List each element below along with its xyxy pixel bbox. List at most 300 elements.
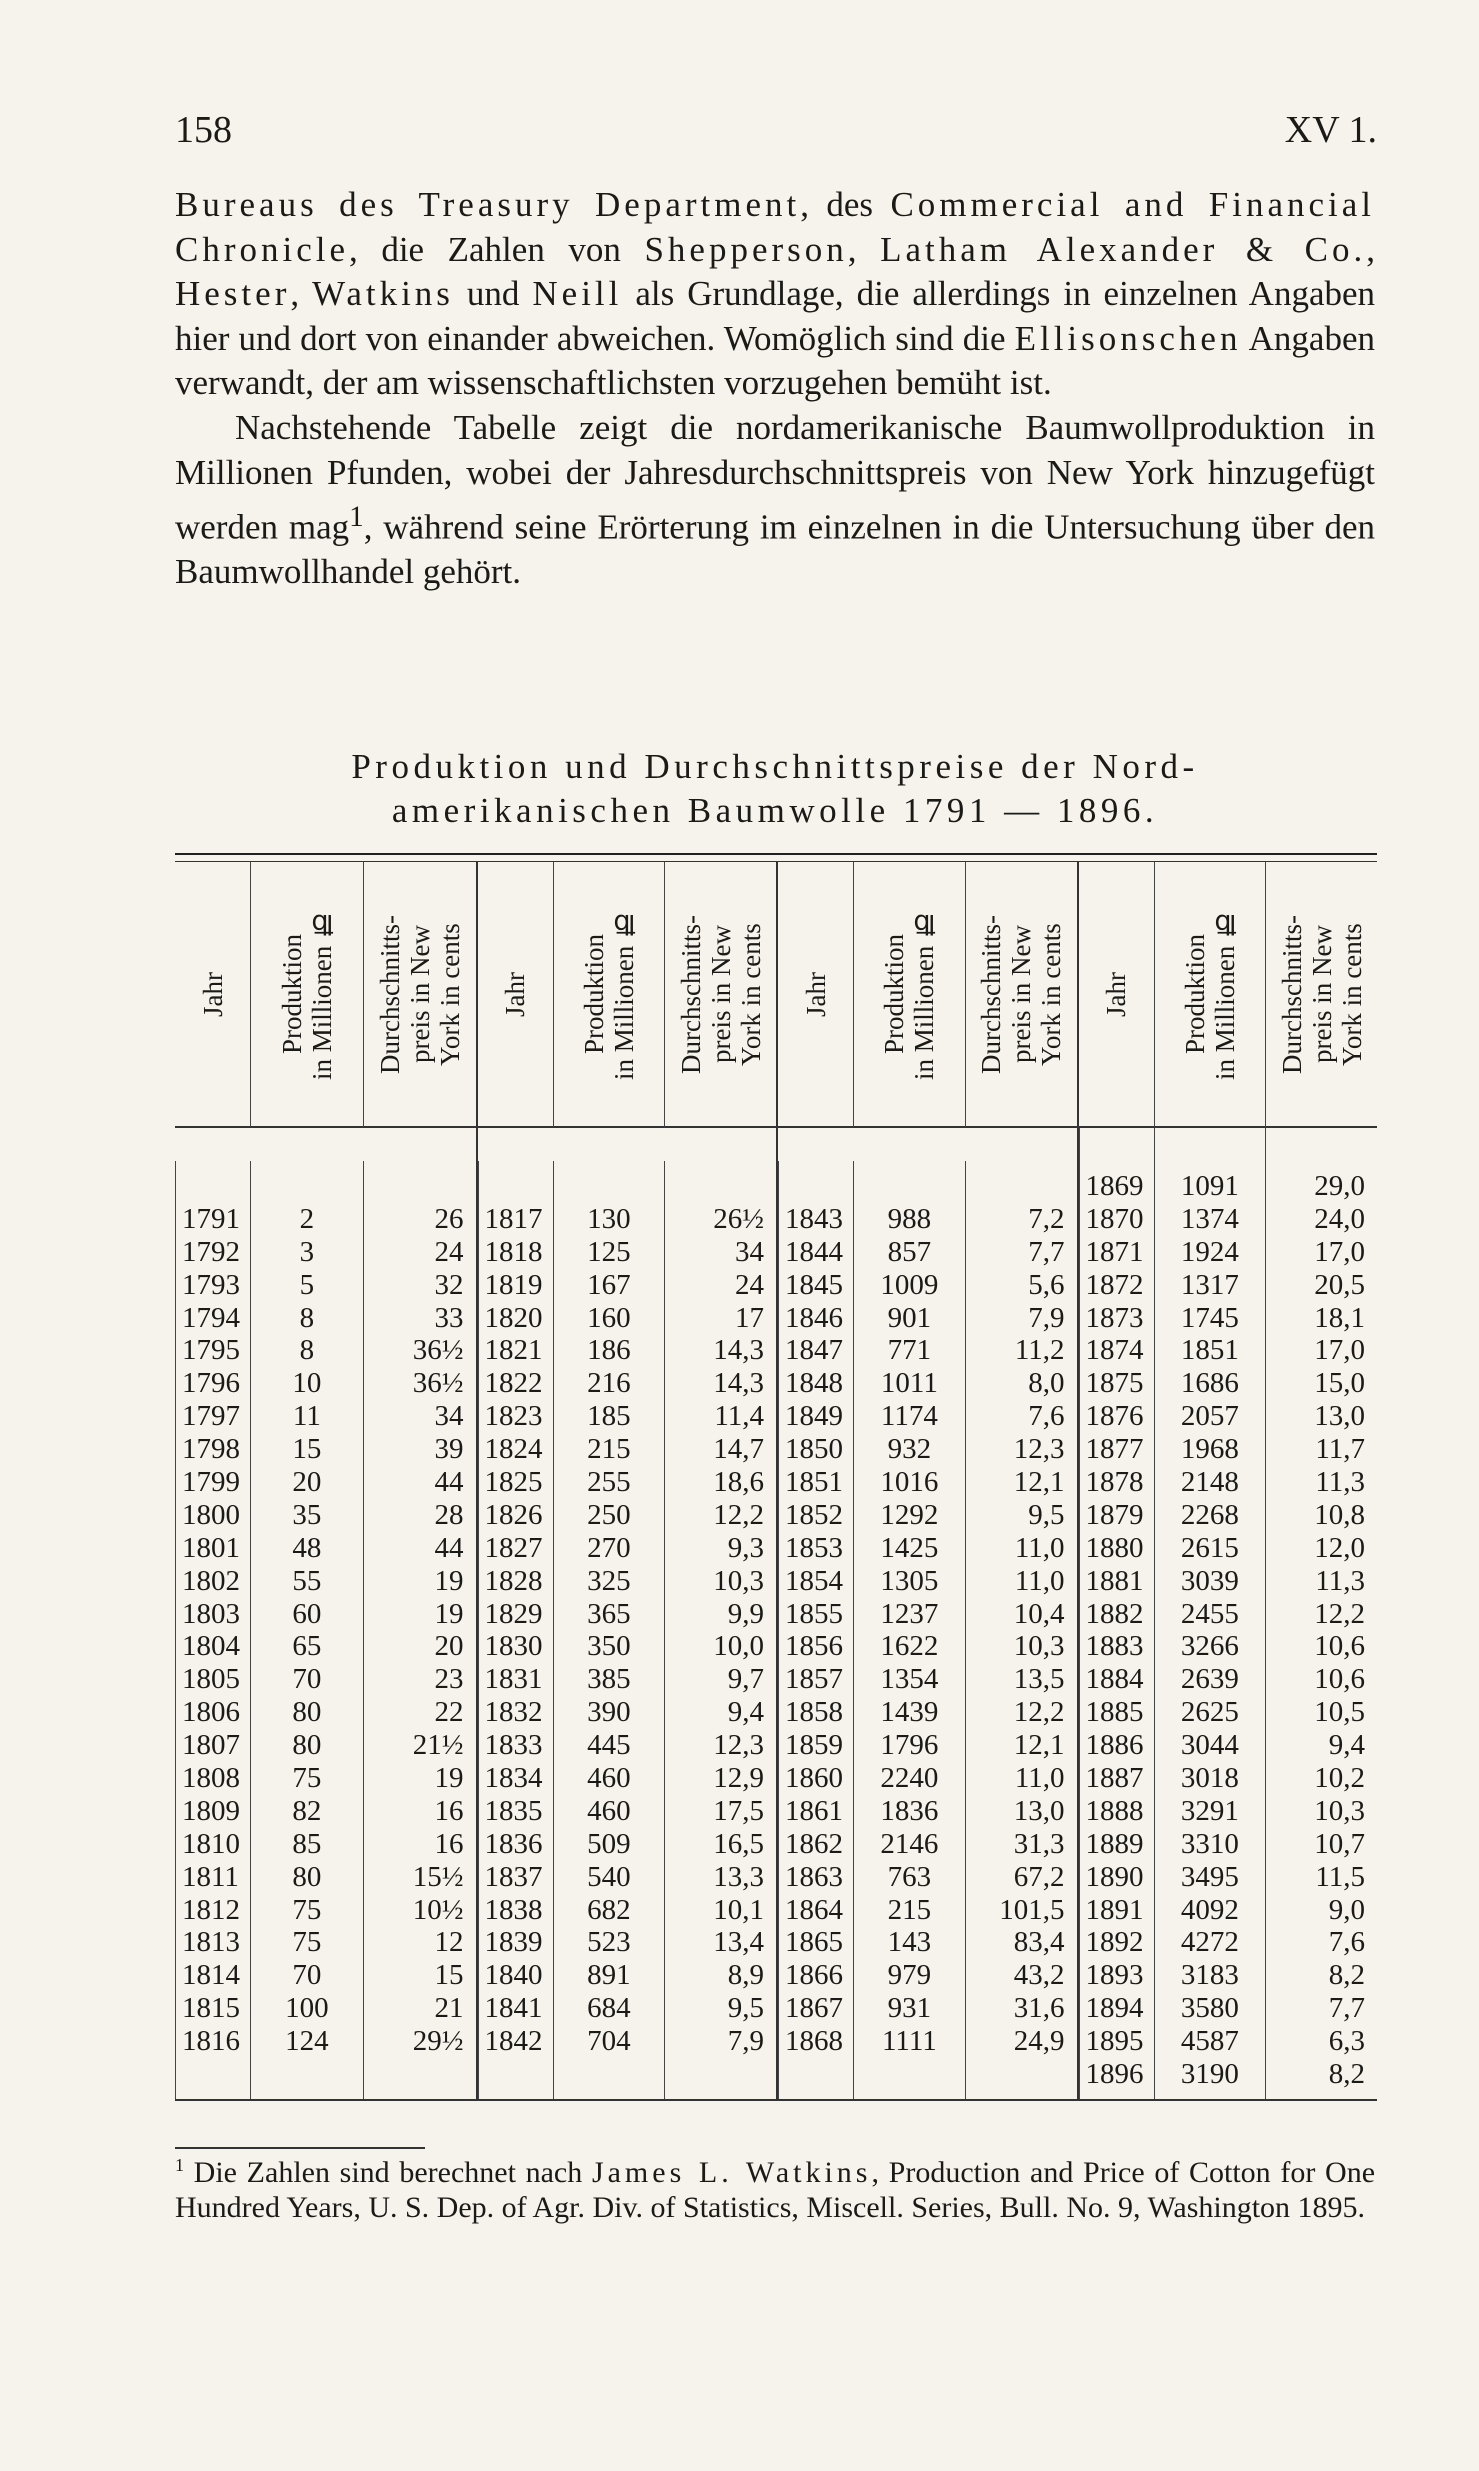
production-cell: 3190 <box>1180 2058 1239 2091</box>
price-cell: 36½ <box>412 1334 464 1367</box>
year-cell: 1840 <box>484 1959 543 1992</box>
header-production-label: Produktion in Millionen ℔ <box>1179 908 1240 1080</box>
production-cell: 988 <box>887 1202 932 1235</box>
year-cell: 1856 <box>785 1630 843 1663</box>
source-name: Commercial and Financial Chronicle <box>175 185 1375 269</box>
price-cell: 18,1 <box>1314 1301 1365 1334</box>
footnote-ref: 1 <box>349 501 364 534</box>
year-cell: 1883 <box>1085 1630 1144 1663</box>
price-cell: 12,2 <box>713 1498 764 1531</box>
production-cell: 216 <box>587 1367 631 1400</box>
price-cell: 26 <box>434 1202 464 1235</box>
production-cell: 80 <box>292 1860 322 1893</box>
production-cell: 75 <box>292 1926 322 1959</box>
year-cell: 1826 <box>484 1498 543 1531</box>
table-column <box>965 1161 1077 2099</box>
header-price-label: Durchschnitts- preis in New York in cents <box>675 914 766 1074</box>
table-column <box>1079 1128 1154 2099</box>
price-cell: 12,1 <box>1013 1729 1065 1762</box>
year-cell: 1857 <box>785 1663 843 1696</box>
year-cell: 1855 <box>785 1597 843 1630</box>
header-year <box>175 862 250 1128</box>
price-cell: 39 <box>434 1433 464 1466</box>
year-cell: 1822 <box>484 1367 543 1400</box>
year-cell: 1811 <box>182 1860 239 1893</box>
price-cell: 10,4 <box>1013 1597 1065 1630</box>
year-cell: 1853 <box>785 1531 843 1564</box>
year-cell: 1871 <box>1085 1235 1144 1268</box>
price-cell: 13,0 <box>1314 1400 1365 1433</box>
year-cell: 1882 <box>1085 1597 1144 1630</box>
price-cell: 83,4 <box>1013 1926 1065 1959</box>
price-cell: 10,7 <box>1314 1827 1365 1860</box>
price-cell: 10,0 <box>713 1630 764 1663</box>
year-cell: 1872 <box>1085 1268 1144 1301</box>
year-cell: 1807 <box>182 1729 240 1762</box>
year-cell: 1881 <box>1085 1564 1144 1597</box>
table-group <box>776 862 1077 2099</box>
production-cell: 2639 <box>1180 1663 1239 1696</box>
header-production <box>553 862 665 1128</box>
price-cell: 11,7 <box>1315 1433 1365 1466</box>
production-cell: 270 <box>587 1531 631 1564</box>
price-cell: 11,2 <box>1014 1334 1065 1367</box>
production-cell: 125 <box>587 1235 631 1268</box>
production-cell: 2146 <box>880 1827 939 1860</box>
table-column <box>1265 1128 1377 2099</box>
production-cell: 4092 <box>1180 1893 1239 1926</box>
header-price <box>965 862 1077 1128</box>
production-cell: 55 <box>292 1564 322 1597</box>
price-cell: 44 <box>434 1531 464 1564</box>
price-cell: 44 <box>434 1466 464 1499</box>
year-cell: 1805 <box>182 1663 240 1696</box>
production-cell: 1622 <box>880 1630 939 1663</box>
year-cell: 1887 <box>1085 1762 1144 1795</box>
year-cell: 1828 <box>484 1564 543 1597</box>
production-cell: 160 <box>587 1301 631 1334</box>
header-price <box>1265 862 1377 1128</box>
price-cell: 7,6 <box>1328 1926 1365 1959</box>
production-cell: 35 <box>292 1498 322 1531</box>
price-cell: 14,7 <box>713 1433 764 1466</box>
year-cell: 1847 <box>785 1334 843 1367</box>
year-cell: 1842 <box>484 2025 543 2058</box>
year-cell: 1859 <box>785 1729 843 1762</box>
production-cell: 2268 <box>1180 1498 1239 1531</box>
production-cell: 1091 <box>1180 1170 1239 1202</box>
price-cell: 9,5 <box>727 1992 764 2025</box>
production-cell: 60 <box>292 1597 322 1630</box>
price-cell: 24 <box>735 1268 764 1301</box>
price-cell: 17 <box>735 1301 764 1334</box>
price-cell: 10,3 <box>713 1564 764 1597</box>
price-cell: 10,5 <box>1314 1696 1365 1729</box>
year-cell: 1862 <box>785 1827 843 1860</box>
year-cell: 1894 <box>1085 1992 1144 2025</box>
year-cell: 1877 <box>1085 1433 1144 1466</box>
price-cell: 34 <box>434 1400 464 1433</box>
chapter-signature: XV 1. <box>1284 109 1377 151</box>
price-cell: 15 <box>434 1959 464 1992</box>
production-cell: 185 <box>587 1400 631 1433</box>
header-price <box>363 862 476 1128</box>
production-cell: 70 <box>292 1663 322 1696</box>
price-cell: 21½ <box>412 1729 464 1762</box>
price-cell: 9,5 <box>1028 1498 1065 1531</box>
price-cell: 12,9 <box>713 1762 764 1795</box>
production-cell: 2240 <box>880 1762 939 1795</box>
price-cell: 12,2 <box>1314 1597 1365 1630</box>
source-name: Shepperson <box>644 229 848 269</box>
production-cell: 1836 <box>880 1794 939 1827</box>
production-cell: 124 <box>285 2025 329 2058</box>
header-price-label: Durchschnitts- preis in New York in cents <box>374 914 465 1074</box>
price-cell: 26½ <box>713 1202 764 1235</box>
production-cell: 445 <box>587 1729 631 1762</box>
text-run: , während seine Erörterung im einzelnen in die Untersuchung über den Baumwollhandel gehört. <box>175 507 1375 592</box>
production-cell: 891 <box>587 1959 631 1992</box>
year-cell: 1793 <box>182 1268 240 1301</box>
price-cell: 15,0 <box>1314 1367 1365 1400</box>
price-cell: 7,2 <box>1028 1202 1065 1235</box>
production-cell: 255 <box>587 1466 631 1499</box>
price-cell: 10,6 <box>1314 1630 1365 1663</box>
price-cell: 14,3 <box>713 1367 764 1400</box>
production-cell: 1796 <box>880 1729 939 1762</box>
table-group <box>1077 862 1378 2099</box>
header-year <box>778 862 853 1128</box>
production-cell: 75 <box>292 1762 322 1795</box>
price-cell: 7,7 <box>1028 1235 1065 1268</box>
year-cell: 1875 <box>1085 1367 1144 1400</box>
text-run: , <box>1366 229 1376 269</box>
year-cell: 1865 <box>785 1926 843 1959</box>
production-cell: 1374 <box>1180 1202 1239 1235</box>
production-cell: 48 <box>292 1531 322 1564</box>
price-cell: 12,2 <box>1013 1696 1065 1729</box>
price-cell: 43,2 <box>1013 1959 1065 1992</box>
year-cell: 1886 <box>1085 1729 1144 1762</box>
production-cell: 763 <box>887 1860 932 1893</box>
table-column <box>778 1161 853 2099</box>
production-cell: 3039 <box>1180 1564 1239 1597</box>
header-year-label: Jahr <box>500 971 530 1017</box>
year-cell: 1837 <box>484 1860 543 1893</box>
text-run: und <box>453 274 533 314</box>
price-cell: 31,3 <box>1013 1827 1065 1860</box>
year-cell: 1839 <box>484 1926 543 1959</box>
price-cell: 34 <box>735 1235 764 1268</box>
table-column <box>1154 1128 1266 2099</box>
paragraph-1 <box>175 183 1375 406</box>
year-cell: 1890 <box>1085 1860 1144 1893</box>
year-cell: 1800 <box>182 1498 240 1531</box>
year-cell: 1834 <box>484 1762 543 1795</box>
production-cell: 65 <box>292 1630 322 1663</box>
price-cell: 20 <box>434 1630 464 1663</box>
price-cell: 10,1 <box>713 1893 764 1926</box>
header-production-label: Produktion in Millionen ℔ <box>578 908 639 1080</box>
year-cell: 1830 <box>484 1630 543 1663</box>
table-group <box>476 862 777 2099</box>
production-cell: 1686 <box>1180 1367 1239 1400</box>
source-name: Neill <box>532 274 623 314</box>
year-cell: 1851 <box>785 1466 843 1499</box>
year-cell: 1893 <box>1085 1959 1144 1992</box>
year-cell: 1824 <box>484 1433 543 1466</box>
year-cell: 1832 <box>484 1696 543 1729</box>
production-cell: 3266 <box>1180 1630 1239 1663</box>
price-cell: 19 <box>434 1564 464 1597</box>
year-cell: 1880 <box>1085 1531 1144 1564</box>
year-cell: 1850 <box>785 1433 843 1466</box>
price-cell: 20,5 <box>1314 1268 1365 1301</box>
production-cell: 2625 <box>1180 1696 1239 1729</box>
year-cell: 1889 <box>1085 1827 1144 1860</box>
price-cell: 28 <box>434 1498 464 1531</box>
year-cell: 1794 <box>182 1301 240 1334</box>
year-cell: 1848 <box>785 1367 843 1400</box>
price-cell: 29,0 <box>1314 1170 1365 1202</box>
cotton-table <box>175 853 1377 2101</box>
year-cell: 1870 <box>1085 1202 1144 1235</box>
text-run: als Grundlage, die allerdings in einzelnen Angaben hier und dort von einander abweichen. Womöglich sind die <box>175 274 1376 358</box>
year-cell: 1876 <box>1085 1400 1144 1433</box>
year-cell: 1869 <box>1085 1170 1144 1202</box>
production-cell: 85 <box>292 1827 322 1860</box>
price-cell: 22 <box>434 1696 464 1729</box>
price-cell: 11,3 <box>1315 1564 1365 1597</box>
production-cell: 143 <box>887 1926 932 1959</box>
price-cell: 9,4 <box>727 1696 764 1729</box>
year-cell: 1827 <box>484 1531 543 1564</box>
year-cell: 1860 <box>785 1762 843 1795</box>
production-cell: 8 <box>299 1301 315 1334</box>
table-column <box>250 1161 363 2099</box>
price-cell: 36½ <box>412 1367 464 1400</box>
header-price-label: Durchschnitts- preis in New York in cents <box>1276 914 1367 1074</box>
table-column <box>853 1161 965 2099</box>
production-cell: 901 <box>887 1301 932 1334</box>
year-cell: 1885 <box>1085 1696 1144 1729</box>
page-header <box>175 108 1377 158</box>
price-cell: 18,6 <box>713 1466 764 1499</box>
year-cell: 1812 <box>182 1893 240 1926</box>
price-cell: 17,0 <box>1314 1235 1365 1268</box>
production-cell: 1237 <box>880 1597 939 1630</box>
year-cell: 1841 <box>484 1992 543 2025</box>
production-cell: 684 <box>587 1992 631 2025</box>
production-cell: 771 <box>887 1334 932 1367</box>
year-cell: 1814 <box>182 1959 240 1992</box>
production-cell: 15 <box>292 1433 322 1466</box>
year-cell: 1895 <box>1085 2025 1144 2058</box>
production-cell: 1011 <box>880 1367 938 1400</box>
price-cell: 11,5 <box>1315 1860 1365 1893</box>
production-cell: 2057 <box>1180 1400 1239 1433</box>
text-run: , des <box>800 185 891 224</box>
production-cell: 1305 <box>880 1564 939 1597</box>
price-cell: 11,0 <box>1014 1762 1065 1795</box>
table-grid <box>175 861 1377 2101</box>
production-cell: 5 <box>299 1268 315 1301</box>
production-cell: 390 <box>587 1696 631 1729</box>
production-cell: 931 <box>887 1992 932 2025</box>
text-run: , <box>847 229 881 269</box>
year-cell: 1791 <box>182 1202 240 1235</box>
price-cell: 7,7 <box>1328 1992 1365 2025</box>
price-cell: 15½ <box>412 1860 464 1893</box>
year-cell: 1863 <box>785 1860 843 1893</box>
year-cell: 1836 <box>484 1827 543 1860</box>
year-cell: 1818 <box>484 1235 543 1268</box>
header-production <box>853 862 965 1128</box>
price-cell: 10½ <box>412 1893 464 1926</box>
price-cell: 8,2 <box>1328 1959 1365 1992</box>
price-cell: 24,9 <box>1013 2025 1065 2058</box>
price-cell: 12,3 <box>713 1729 764 1762</box>
year-cell: 1802 <box>182 1564 240 1597</box>
production-cell: 385 <box>587 1663 631 1696</box>
price-cell: 11,0 <box>1014 1531 1065 1564</box>
price-cell: 19 <box>434 1762 464 1795</box>
production-cell: 80 <box>292 1729 322 1762</box>
production-cell: 509 <box>587 1827 631 1860</box>
year-cell: 1896 <box>1085 2058 1144 2091</box>
year-cell: 1864 <box>785 1893 843 1926</box>
table-caption <box>175 745 1375 833</box>
production-cell: 8 <box>299 1334 315 1367</box>
year-cell: 1813 <box>182 1926 240 1959</box>
production-cell: 3 <box>299 1235 315 1268</box>
price-cell: 8,9 <box>727 1959 764 1992</box>
year-cell: 1821 <box>484 1334 543 1367</box>
caption-line: Produktion und Durchschnittspreise der Nord- <box>351 747 1199 786</box>
production-cell: 4272 <box>1180 1926 1239 1959</box>
year-cell: 1861 <box>785 1794 843 1827</box>
production-cell: 10 <box>292 1367 322 1400</box>
production-cell: 3291 <box>1180 1794 1239 1827</box>
year-cell: 1816 <box>182 2025 240 2058</box>
production-cell: 1317 <box>1180 1268 1239 1301</box>
header-year <box>478 862 553 1128</box>
year-cell: 1792 <box>182 1235 240 1268</box>
price-cell: 8,2 <box>1328 2058 1365 2091</box>
table-group <box>175 862 476 2099</box>
author-name: James L. Watkins <box>591 2156 872 2189</box>
year-cell: 1801 <box>182 1531 240 1564</box>
year-cell: 1795 <box>182 1334 240 1367</box>
price-cell: 24 <box>434 1235 464 1268</box>
price-cell: 19 <box>434 1597 464 1630</box>
production-cell: 3310 <box>1180 1827 1239 1860</box>
price-cell: 10,3 <box>1314 1794 1365 1827</box>
production-cell: 75 <box>292 1893 322 1926</box>
source-name: Bureaus des Treasury Department <box>175 185 801 224</box>
text-run: , <box>290 274 313 314</box>
source-name: Watkins <box>312 274 454 314</box>
price-cell: 9,7 <box>727 1663 764 1696</box>
price-cell: 17,0 <box>1314 1334 1365 1367</box>
table-column <box>664 1161 776 2099</box>
production-cell: 325 <box>587 1564 631 1597</box>
header-year-label: Jahr <box>1101 971 1131 1017</box>
year-cell: 1879 <box>1085 1498 1144 1531</box>
production-cell: 186 <box>587 1334 631 1367</box>
production-cell: 1968 <box>1180 1433 1239 1466</box>
price-cell: 101,5 <box>999 1893 1065 1926</box>
price-cell: 10,2 <box>1314 1762 1365 1795</box>
price-cell: 12,0 <box>1314 1531 1365 1564</box>
table-column <box>363 1161 476 2099</box>
footnote-marker: 1 <box>175 2155 184 2175</box>
production-cell: 2455 <box>1180 1597 1239 1630</box>
year-cell: 1844 <box>785 1235 843 1268</box>
price-cell: 13,0 <box>1013 1794 1065 1827</box>
text-run: , Production and Price of Cotton for One Hundred Years, U. S. Dep. of Agr. Div. of Statistics, Miscell. Series, Bull. No. 9, Washington 1895. <box>175 2156 1376 2224</box>
production-cell: 80 <box>292 1696 322 1729</box>
production-cell: 1292 <box>880 1498 939 1531</box>
production-cell: 100 <box>285 1992 329 2025</box>
price-cell: 7,9 <box>1028 1301 1065 1334</box>
year-cell: 1825 <box>484 1466 543 1499</box>
footnote <box>175 2148 1375 2225</box>
source-name: Ellisonschen <box>1014 318 1242 358</box>
year-cell: 1874 <box>1085 1334 1144 1367</box>
production-cell: 82 <box>292 1794 322 1827</box>
production-cell: 857 <box>887 1235 932 1268</box>
year-cell: 1819 <box>484 1268 543 1301</box>
price-cell: 5,6 <box>1028 1268 1065 1301</box>
header-production-label: Produktion in Millionen ℔ <box>276 908 337 1080</box>
paragraph-2 <box>175 406 1375 595</box>
price-cell: 16,5 <box>713 1827 764 1860</box>
price-cell: 12,3 <box>1013 1433 1065 1466</box>
year-cell: 1833 <box>484 1729 543 1762</box>
price-cell: 7,9 <box>727 2025 764 2058</box>
price-cell: 14,3 <box>713 1334 764 1367</box>
price-cell: 31,6 <box>1013 1992 1065 2025</box>
production-cell: 1425 <box>880 1531 939 1564</box>
year-cell: 1798 <box>182 1433 240 1466</box>
year-cell: 1846 <box>785 1301 843 1334</box>
production-cell: 11 <box>292 1400 321 1433</box>
production-cell: 1851 <box>1180 1334 1239 1367</box>
source-name: Hester <box>175 274 291 314</box>
production-cell: 1354 <box>880 1663 939 1696</box>
year-cell: 1892 <box>1085 1926 1144 1959</box>
price-cell: 13,4 <box>713 1926 764 1959</box>
price-cell: 9,0 <box>1328 1893 1365 1926</box>
header-year-label: Jahr <box>197 971 228 1017</box>
body-text <box>175 183 1375 595</box>
year-cell: 1817 <box>484 1202 543 1235</box>
year-cell: 1858 <box>785 1696 843 1729</box>
price-cell: 29½ <box>412 2025 464 2058</box>
text-run: , die Zahlen von <box>349 229 645 269</box>
price-cell: 17,5 <box>713 1794 764 1827</box>
year-cell: 1804 <box>182 1630 240 1663</box>
year-cell: 1810 <box>182 1827 240 1860</box>
price-cell: 24,0 <box>1314 1202 1365 1235</box>
production-cell: 2615 <box>1180 1531 1239 1564</box>
year-cell: 1866 <box>785 1959 843 1992</box>
price-cell: 9,9 <box>727 1597 764 1630</box>
price-cell: 11,4 <box>714 1400 764 1433</box>
price-cell: 16 <box>434 1827 464 1860</box>
year-cell: 1799 <box>182 1466 240 1499</box>
